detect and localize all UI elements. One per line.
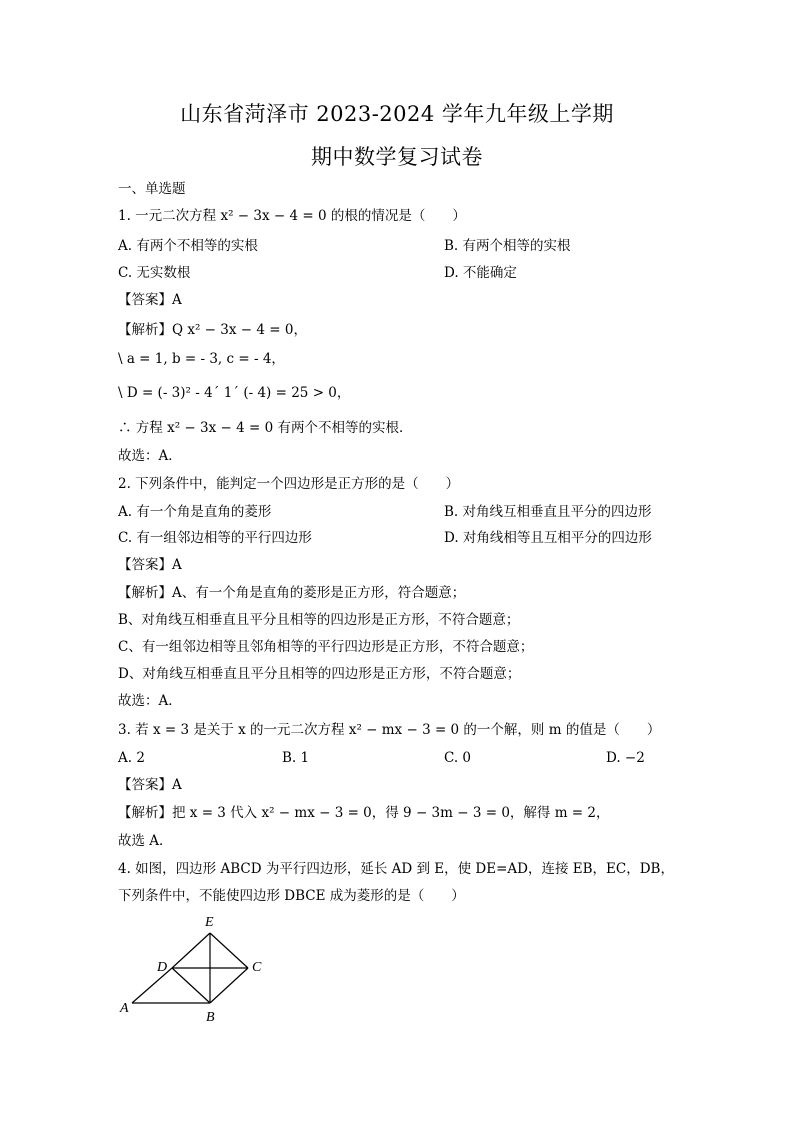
q1-option-c: C. 无实数根 xyxy=(118,265,191,281)
q1-answer: 【答案】A xyxy=(118,292,182,308)
q3-option-d: D. −2 xyxy=(606,750,645,766)
q1-analysis-line3: \ D = (- 3)² - 4´ 1´ (- 4) = 25 > 0， xyxy=(118,385,351,401)
q4-stem-line1: 4. 如图，四边形 ABCD 为平行四边形，延长 AD 到 E，使 DE=AD，连接 EB，EC，DB， xyxy=(118,861,674,877)
q2-analysis-line2: B、对角线互相垂直且平分且相等的四边形是正方形，不符合题意； xyxy=(118,612,520,628)
segment-de xyxy=(172,933,210,968)
q3-option-a: A. 2 xyxy=(118,750,145,766)
parallelogram-figure xyxy=(112,908,282,1033)
q3-option-b: B. 1 xyxy=(282,750,310,766)
q2-answer: 【答案】A xyxy=(118,557,182,573)
label-c: C xyxy=(252,960,262,975)
q2-analysis-line4: D、对角线互相垂直且平分且相等的四边形是正方形，不符合题意； xyxy=(118,666,521,682)
q3-option-c: C. 0 xyxy=(444,750,472,766)
segment-ec xyxy=(210,933,248,968)
q1-analysis-line1: 【解析】Q x² − 3x − 4 = 0， xyxy=(118,322,307,338)
q1-stem: 1. 一元二次方程 x² − 3x − 4 = 0 的根的情况是（ ） xyxy=(118,208,466,224)
q3-answer: 【答案】A xyxy=(118,777,182,793)
q1-analysis-line4: ∴ 方程 x² − 3x − 4 = 0 有两个不相等的实根． xyxy=(118,420,413,436)
document-title-line2: 期中数学复习试卷 xyxy=(311,145,483,169)
segment-db xyxy=(172,968,210,1003)
label-b: B xyxy=(206,1010,215,1025)
label-a: A xyxy=(120,1001,129,1016)
q1-analysis-line5: 故选：A． xyxy=(118,448,182,464)
q2-option-b: B. 对角线互相垂直且平分的四边形 xyxy=(444,504,652,520)
label-d: D xyxy=(157,960,168,975)
q2-analysis-line5: 故选：A． xyxy=(118,693,182,709)
q2-stem: 2. 下列条件中，能判定一个四边形是正方形的是（ ） xyxy=(118,476,460,492)
document-title-line1: 山东省菏泽市 2023-2024 学年九年级上学期 xyxy=(180,102,614,126)
q2-option-d: D. 对角线相等且互相平分的四边形 xyxy=(444,530,652,546)
q2-option-c: C. 有一组邻边相等的平行四边形 xyxy=(118,530,312,546)
q3-stem: 3. 若 x = 3 是关于 x 的一元二次方程 x² − mx − 3 = 0 的一个解，则 m 的值是（ ） xyxy=(118,722,661,738)
q1-option-d: D. 不能确定 xyxy=(444,265,517,281)
q1-option-b: B. 有两个相等的实根 xyxy=(444,238,571,254)
q2-analysis-line3: C、有一组邻边相等且邻角相等的平行四边形是正方形，不符合题意； xyxy=(118,639,534,655)
label-e: E xyxy=(205,915,214,930)
q3-analysis-line1: 【解析】把 x = 3 代入 x² − mx − 3 = 0，得 9 − 3m − 3 = 0，解得 m = 2， xyxy=(118,805,610,821)
q2-option-a: A. 有一个角是直角的菱形 xyxy=(118,504,272,520)
segment-bc xyxy=(210,968,248,1003)
section-heading: 一、单选题 xyxy=(118,181,186,197)
q3-analysis-line2: 故选 A． xyxy=(118,833,173,849)
q4-stem-line2: 下列条件中，不能使四边形 DBCE 成为菱形的是（ ） xyxy=(118,888,465,904)
q2-analysis-line1: 【解析】A、有一个角是直角的菱形是正方形，符合题意； xyxy=(118,585,466,601)
q1-option-a: A. 有两个不相等的实根 xyxy=(118,238,258,254)
q1-analysis-line2: \ a = 1, b = - 3, c = - 4， xyxy=(118,351,285,367)
